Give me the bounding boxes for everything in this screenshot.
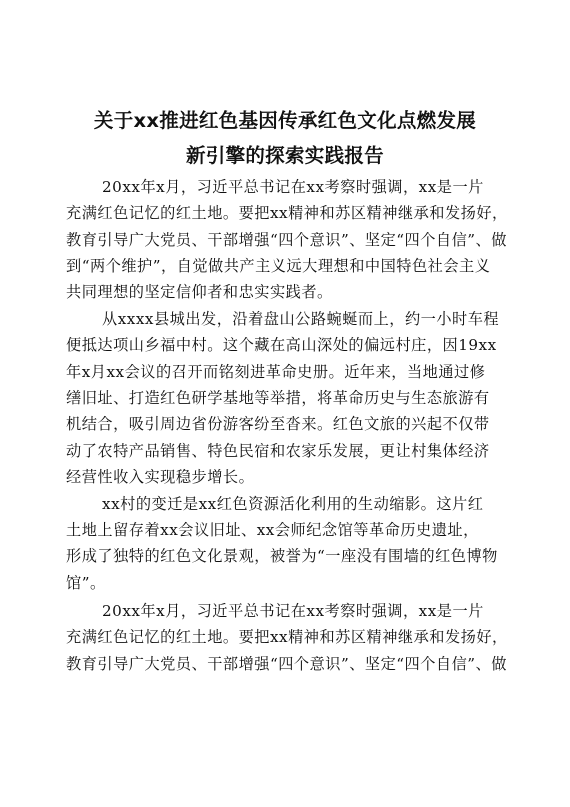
paragraph-3-line-3: 形成了独特的红色文化景观，被誉为“一座没有围墙的红色博物 (66, 547, 498, 565)
paragraph-3-line-2: 土地上留存着xx会议旧址、xx会师纪念馆等革命历史遗址， (66, 521, 479, 539)
document-title-line-1: 关于xx推进红色基因传承红色文化点燃发展 (93, 109, 477, 132)
paragraph-1-line-3: 教育引导广大党员、干部增强“四个意识”、坚定“四个自信”、做 (66, 231, 507, 249)
paragraph-2-line-2: 便抵达项山乡福中村。这个藏在高山深处的偏远村庄，因19xx (66, 336, 497, 354)
paragraph-2-line-5: 机结合，吸引周边省份游客纷至沓来。红色文旅的兴起不仅带 (66, 415, 490, 433)
paragraph-3-line-1: xx村的变迁是xx红色资源活化利用的生动缩影。这片红 (102, 495, 484, 513)
paragraph-2-line-1: 从xxxx县城出发，沿着盘山公路蜿蜒而上，约一小时车程 (102, 310, 500, 328)
paragraph-2-line-6: 动了农特产品销售、特色民宿和农家乐发展，更让村集体经济 (66, 442, 490, 460)
paragraph-4-line-2: 充满红色记忆的红土地。要把xx精神和苏区精神继承和发扬好， (66, 628, 508, 646)
paragraph-2-line-7: 经营性收入实现稳步增长。 (66, 468, 255, 486)
paragraph-3-line-4: 馆”。 (66, 574, 106, 592)
paragraph-1-line-1: 20xx年x月，习近平总书记在xx考察时强调，xx是一片 (102, 178, 484, 196)
paragraph-4-line-1: 20xx年x月，习近平总书记在xx考察时强调，xx是一片 (102, 602, 484, 620)
paragraph-1-line-5: 共同理想的坚定信仰者和忠实实践者。 (66, 283, 333, 301)
paragraph-2-line-3: 年x月xx会议的召开而铭刻进革命史册。近年来，当地通过修 (66, 363, 486, 381)
paragraph-4-line-3: 教育引导广大党员、干部增强“四个意识”、坚定“四个自信”、做 (66, 655, 507, 673)
paragraph-1-line-4: 到“两个维护”，自觉做共产主义远大理想和中国特色社会主义 (66, 257, 491, 275)
document-title-line-2: 新引擎的探索实践报告 (185, 144, 384, 167)
paragraph-1-line-2: 充满红色记忆的红土地。要把xx精神和苏区精神继承和发扬好， (66, 204, 508, 222)
paragraph-2-line-4: 缮旧址、打造红色研学基地等举措，将革命历史与生态旅游有 (66, 389, 490, 407)
